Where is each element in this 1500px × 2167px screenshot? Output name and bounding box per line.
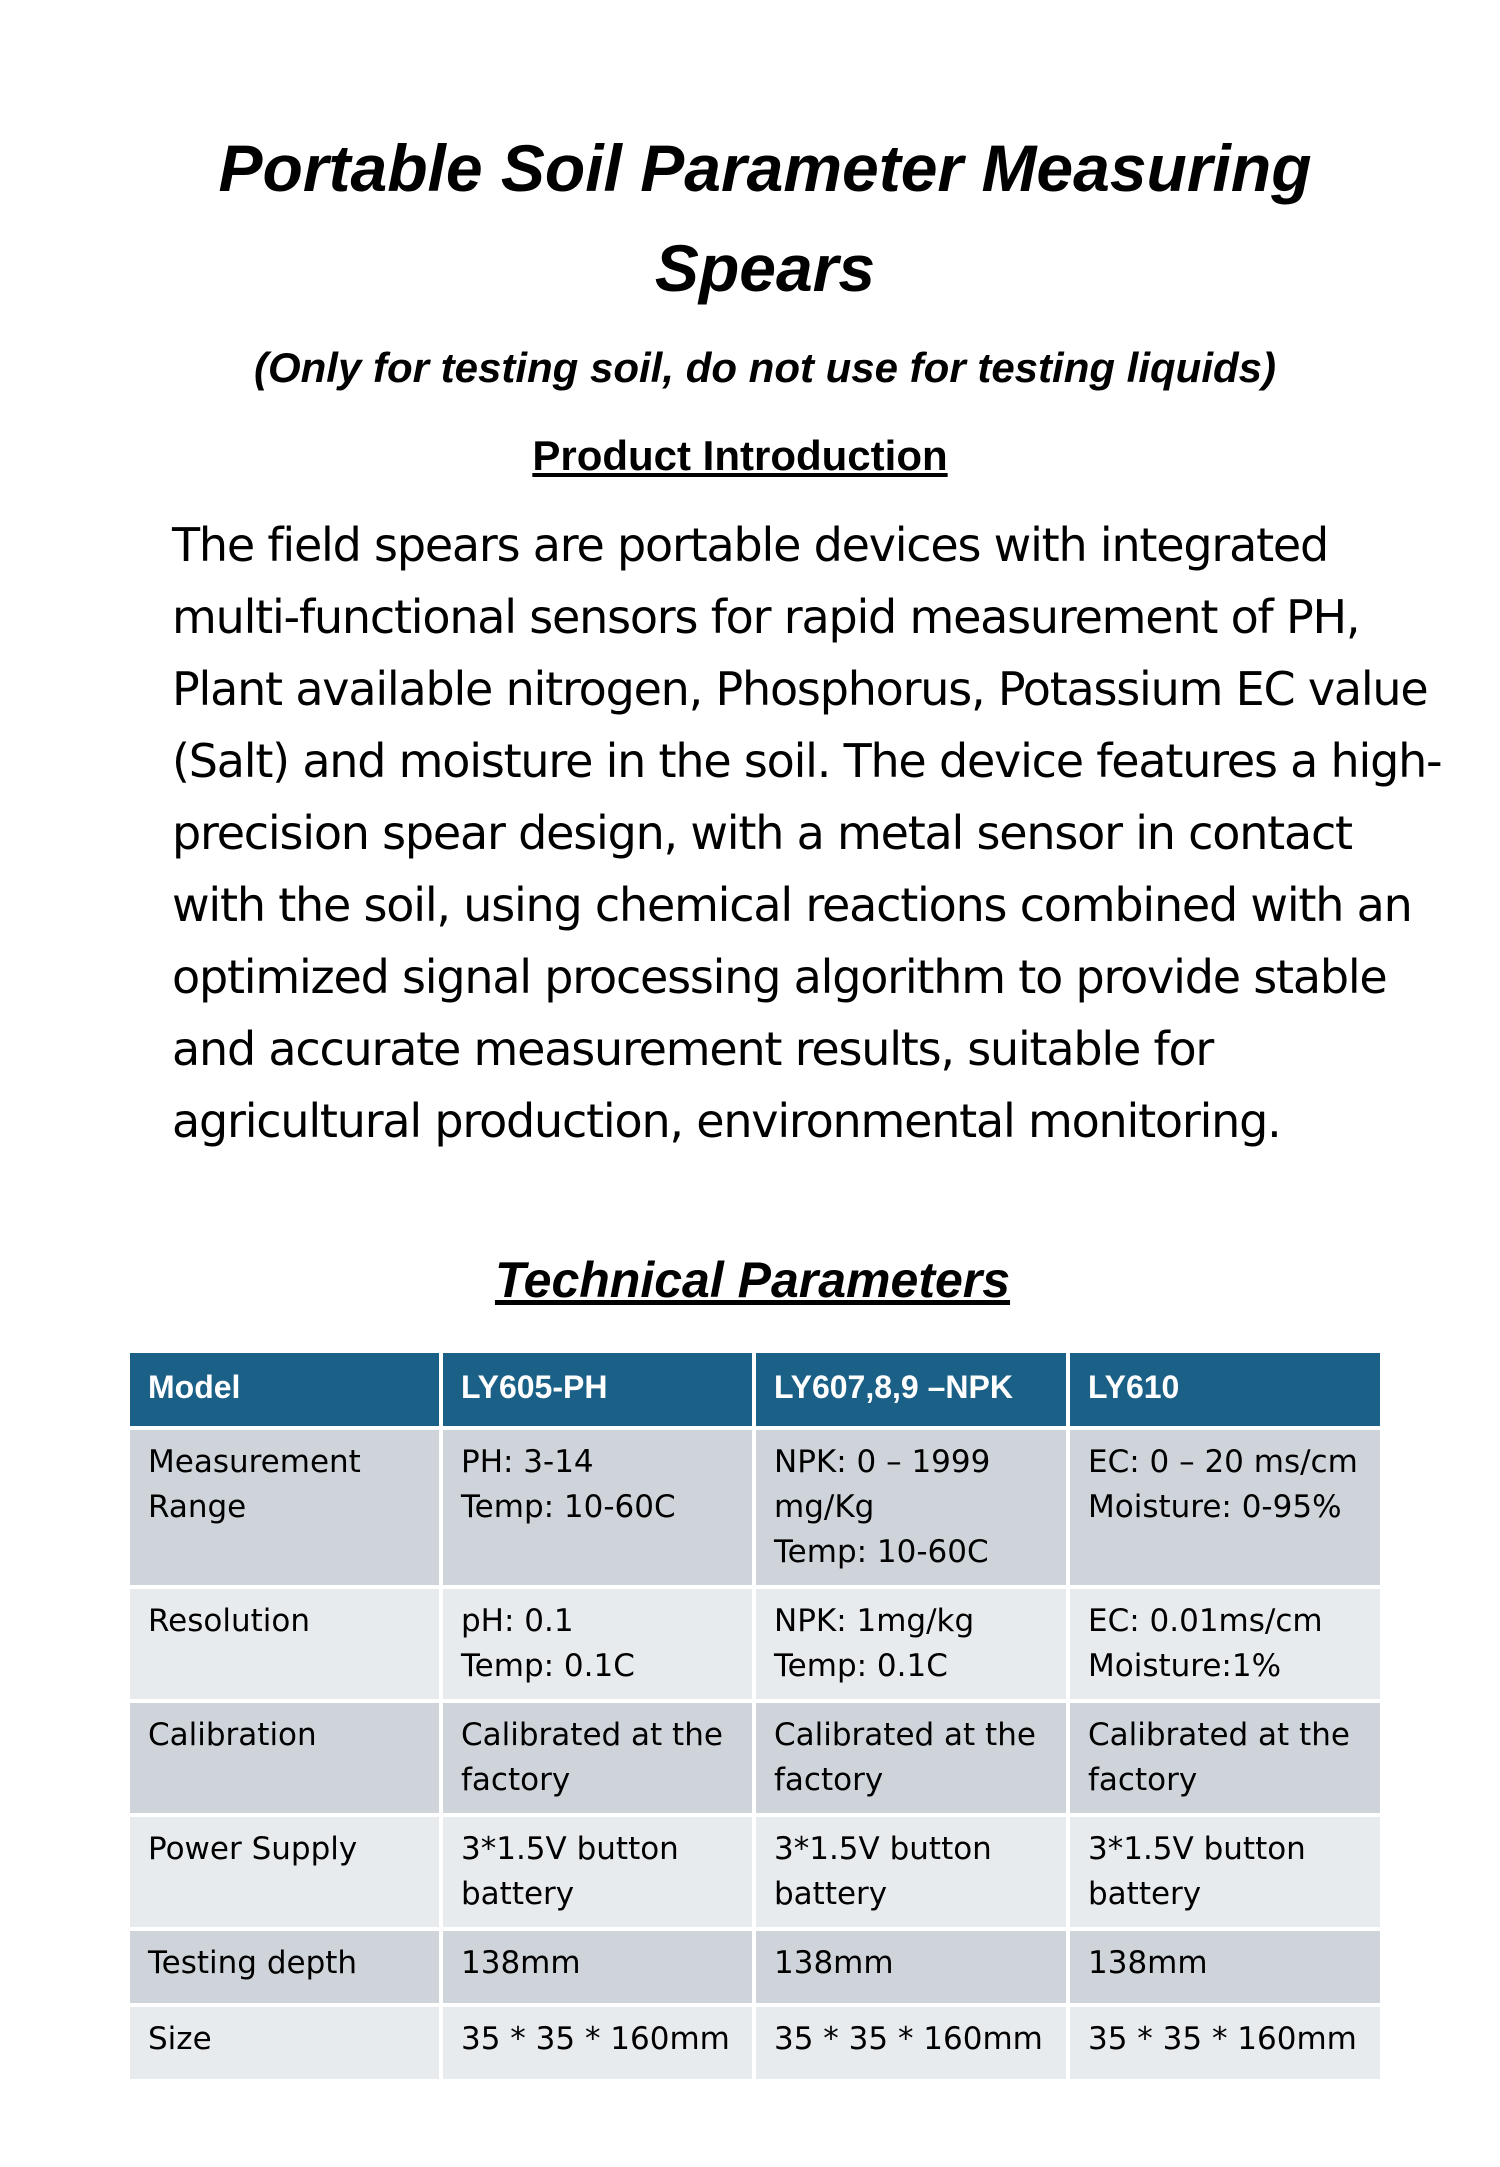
table-cell: EC: 0 – 20 ms/cm Moisture: 0-95% <box>1068 1428 1382 1587</box>
table-row <box>128 1701 1382 1815</box>
table-cell: 138mm <box>1068 1929 1382 2005</box>
table-cell: Calibrated at the factory <box>1068 1701 1382 1815</box>
table-cell: 35 * 35 * 160mm <box>1068 2005 1382 2081</box>
table-cell: 3*1.5V button battery <box>1068 1815 1382 1929</box>
table-header-row <box>128 1351 1382 1428</box>
table-header-cell: LY605-PH <box>441 1351 754 1428</box>
table-row <box>128 1428 1382 1587</box>
table-cell: 35 * 35 * 160mm <box>754 2005 1068 2081</box>
table-row-label: Testing depth <box>128 1929 441 2005</box>
table-cell: 138mm <box>754 1929 1068 2005</box>
product-introduction-text: The field spears are portable devices with integrated multi-functional sensors for rapid measurement of PH, Plant available nitrogen, Phosphorus, Potassium EC value (Salt) and moisture in the soil. The device features a high-precision spear design, with a metal sensor in contact with the soil, using chemical reactions combined with an optimized signal processing algorithm to provide stable and accurate measurement results, suitable for agricultural production, environmental monitoring. <box>172 518 1442 1148</box>
technical-parameters-table <box>126 1349 1384 2083</box>
table-row <box>128 1587 1382 1701</box>
table-row-label: Measurement Range <box>128 1428 441 1587</box>
table-row-label: Resolution <box>128 1587 441 1701</box>
subtitle-warning: (Only for testing soil, do not use for testing liquids) <box>254 344 1276 391</box>
table-cell: NPK: 1mg/kg Temp: 0.1C <box>754 1587 1068 1701</box>
page-title: Portable Soil Parameter Measuring Spears <box>218 131 1312 305</box>
table-header-cell: LY610 <box>1068 1351 1382 1428</box>
table-row-label: Power Supply <box>128 1815 441 1929</box>
technical-parameters-heading: Technical Parameters <box>494 1252 1011 1308</box>
table-cell: 138mm <box>441 1929 754 2005</box>
table-row <box>128 1815 1382 1929</box>
table-cell: NPK: 0 – 1999 mg/Kg Temp: 10-60C <box>754 1428 1068 1587</box>
table-cell: Calibrated at the factory <box>441 1701 754 1815</box>
table-row <box>128 2005 1382 2081</box>
table-cell: 3*1.5V button battery <box>441 1815 754 1929</box>
table-row <box>128 1929 1382 2005</box>
table-cell: PH: 3-14 Temp: 10-60C <box>441 1428 754 1587</box>
table-cell: 3*1.5V button battery <box>754 1815 1068 1929</box>
table-cell: EC: 0.01ms/cm Moisture:1% <box>1068 1587 1382 1701</box>
table-cell: 35 * 35 * 160mm <box>441 2005 754 2081</box>
product-introduction-heading: Product Introduction <box>532 432 948 479</box>
table-row-label: Size <box>128 2005 441 2081</box>
table-cell: pH: 0.1 Temp: 0.1C <box>441 1587 754 1701</box>
table-header-cell: Model <box>128 1351 441 1428</box>
table-header-cell: LY607,8,9 –NPK <box>754 1351 1068 1428</box>
table-cell: Calibrated at the factory <box>754 1701 1068 1815</box>
table-row-label: Calibration <box>128 1701 441 1815</box>
